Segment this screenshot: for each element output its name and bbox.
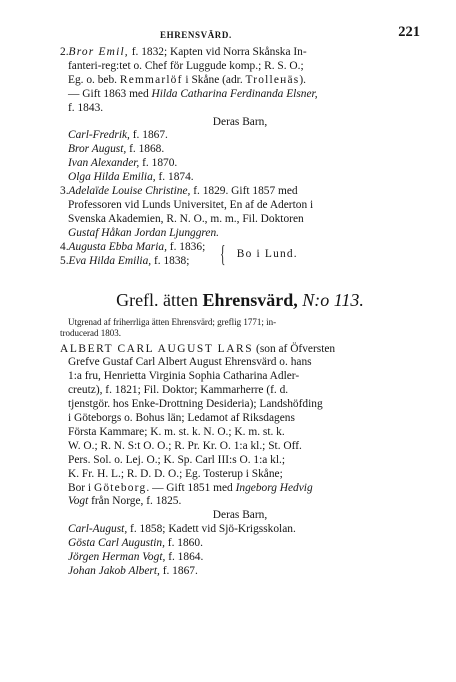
children-heading: Deras Barn, bbox=[212, 115, 268, 128]
entry-2-line-2: fanteri-reg:tet o. Chef för Luggude komp.; R. S. O.; bbox=[68, 59, 304, 72]
child-born: f. 1868. bbox=[126, 143, 165, 156]
person-name: ALBERT CARL AUGUST LARS bbox=[60, 342, 254, 355]
child-entry bbox=[68, 537, 420, 551]
albert-line-10: K. Fr. H. L.; R. D. D. O.; Eg. Tosterup i Skåne; bbox=[68, 467, 283, 480]
entries-4-5 bbox=[60, 241, 420, 269]
albert-entry bbox=[60, 343, 420, 510]
albert-line-5: tjenstgör. hos Enke-Drottning Desideria); Landshöfding bbox=[68, 398, 323, 411]
entry-number: 3. bbox=[60, 185, 69, 198]
spouse-name: Ingeborg Hedvig bbox=[235, 481, 313, 494]
albert-line-1 bbox=[60, 343, 420, 357]
running-head: EHRENSVÄRD. bbox=[160, 30, 232, 40]
entry-number: 2. bbox=[60, 46, 69, 58]
entry-text: Bor i bbox=[68, 481, 94, 494]
child-entry bbox=[68, 129, 420, 143]
child-entry bbox=[68, 565, 420, 579]
section-note-line-2: troducerad 1803. bbox=[60, 327, 121, 338]
entry-text: från Norge, f. 1825. bbox=[88, 495, 182, 508]
child-name: Ivan Alexander, bbox=[68, 157, 140, 170]
bracket-lines bbox=[60, 241, 205, 269]
section-prefix: Grefl. ätten bbox=[116, 289, 203, 310]
child-name: Carl-Fredrik, bbox=[68, 129, 130, 142]
child-entry bbox=[68, 143, 420, 157]
entry-text: Eg. o. beb. bbox=[68, 73, 120, 86]
bracket-note: Bo i Lund. bbox=[236, 247, 298, 260]
entry-5 bbox=[60, 255, 205, 269]
bracket-icon: { bbox=[220, 241, 226, 268]
page-body bbox=[60, 46, 420, 579]
spouse-name: Hilda Catharina Ferdinanda Elsner, bbox=[151, 87, 318, 100]
children-list-2 bbox=[60, 523, 420, 579]
person-name: Adelaïde Louise Christine, bbox=[68, 185, 191, 198]
albert-line-11 bbox=[60, 482, 420, 496]
albert-line-4: creutz), f. 1821; Fil. Doktor; Kammarherre (f. d. bbox=[68, 384, 289, 397]
person-name: Bror Emil, bbox=[68, 46, 129, 58]
entry-text: . — Gift 1851 med bbox=[146, 481, 236, 494]
albert-line-7: Första Kammare; K. m. st. k. N. O.; K. m. st. k. bbox=[68, 425, 285, 438]
child-born: f. 1864. bbox=[165, 551, 204, 564]
place-name: Göteborg bbox=[93, 481, 147, 494]
page-number: 221 bbox=[398, 24, 420, 40]
child-born: f. 1858; Kadett vid Sjö-Krigsskolan. bbox=[127, 523, 296, 536]
entry-2-line-5: f. 1843. bbox=[68, 101, 104, 114]
entry-number: 4. bbox=[60, 240, 69, 253]
entry-2 bbox=[60, 46, 420, 116]
child-entry bbox=[68, 157, 420, 171]
child-name: Jörgen Herman Vogt, bbox=[68, 551, 166, 564]
section-note bbox=[60, 317, 420, 339]
entry-text: f. 1838; bbox=[151, 254, 190, 267]
section-number: N:o 113. bbox=[297, 289, 364, 310]
entry-text: f. 1832; Kapten vid Norra Skånska In- bbox=[128, 46, 307, 58]
entry-2-line-4 bbox=[60, 88, 420, 102]
albert-line-12 bbox=[60, 495, 420, 509]
place-name: Trolleнäs bbox=[245, 73, 300, 86]
child-name: Carl-August, bbox=[68, 523, 128, 536]
estate-name: Remmarlöf bbox=[119, 73, 183, 86]
child-name: Johan Jakob Albert, bbox=[68, 565, 160, 577]
child-name: Gösta Carl Augustin, bbox=[68, 537, 165, 550]
entry-text: (son af Öfversten bbox=[253, 342, 336, 355]
entry-text: — Gift 1863 med bbox=[68, 87, 152, 100]
entry-text: f. 1829. Gift 1857 med bbox=[190, 185, 298, 198]
entry-text: i Skåne (adr. bbox=[182, 73, 246, 86]
entry-3 bbox=[60, 185, 420, 241]
section-title bbox=[60, 289, 420, 311]
child-born: f. 1860. bbox=[164, 537, 203, 550]
person-name: Augusta Ebba Maria, bbox=[68, 240, 167, 253]
children-heading: Deras Barn, bbox=[212, 509, 268, 522]
entry-2-line-3 bbox=[60, 74, 420, 88]
entry-text: ). bbox=[299, 73, 307, 86]
albert-line-2: Grefve Gustaf Carl Albert August Ehrensvärd o. hans bbox=[68, 356, 312, 369]
child-name: Bror August, bbox=[68, 143, 127, 156]
entry-3-line-4: Gustaf Håkan Jordan Ljunggren. bbox=[68, 226, 220, 239]
child-born: f. 1874. bbox=[155, 171, 194, 184]
entry-3-line-3: Svenska Akademien, R. N. O., m. m., Fil. Doktoren bbox=[68, 212, 304, 225]
albert-line-3: 1:a fru, Henrietta Virginia Sophia Catharina Adler- bbox=[68, 370, 300, 383]
child-born: f. 1867. bbox=[159, 565, 198, 577]
spouse-name: Vogt bbox=[68, 495, 89, 508]
entry-4 bbox=[60, 241, 205, 255]
child-name: Olga Hilda Emilia, bbox=[68, 171, 156, 184]
person-name: Eva Hilda Emilia, bbox=[68, 254, 152, 267]
section-family-name: Ehrensvärd, bbox=[202, 289, 298, 310]
child-entry bbox=[68, 551, 420, 565]
albert-line-9: Pers. Sol. o. Lej. O.; K. Sp. Carl III:s O. 1:a kl.; bbox=[68, 453, 286, 466]
entry-3-line-1 bbox=[60, 185, 420, 199]
child-born: f. 1870. bbox=[139, 157, 178, 170]
entry-number: 5. bbox=[60, 254, 69, 267]
entry-text: f. 1836; bbox=[166, 240, 206, 253]
section-note-line-1: Utgrenad af friherrliga ätten Ehrensvärd; greflig 1771; in- bbox=[68, 316, 277, 327]
child-born: f. 1867. bbox=[129, 129, 168, 142]
page-header bbox=[60, 24, 420, 46]
children-list-1 bbox=[60, 129, 420, 185]
child-entry bbox=[68, 523, 420, 537]
albert-line-8: W. O.; R. N. S:t O. O.; R. Pr. Kr. O. 1:a kl.; St. Off. bbox=[68, 439, 302, 452]
entry-2-line-1 bbox=[60, 46, 420, 60]
albert-line-6: i Göteborgs o. Bohus län; Ledamot af Riksdagens bbox=[68, 412, 295, 425]
entry-3-line-2: Professoren vid Lunds Universitet, En af de Aderton i bbox=[68, 198, 314, 211]
child-entry bbox=[68, 171, 420, 185]
